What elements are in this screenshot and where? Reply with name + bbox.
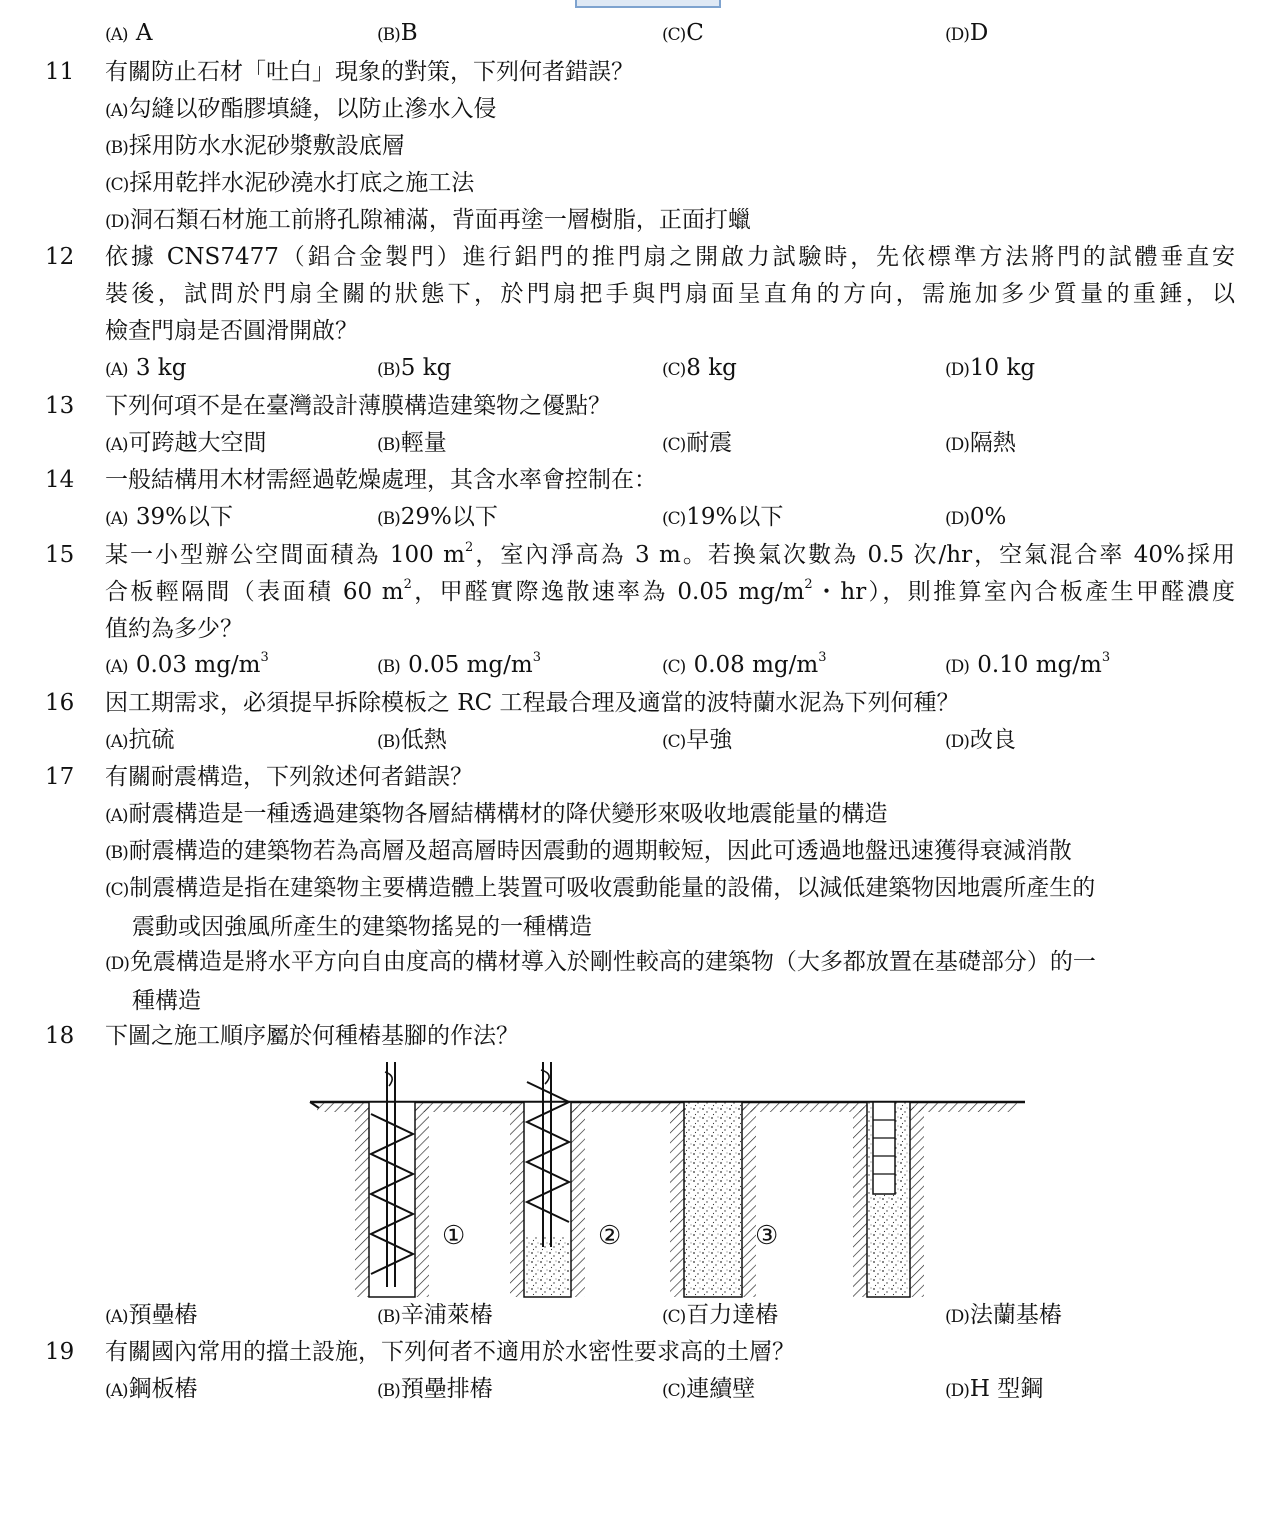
q11-option-d[interactable]: (D)洞石類石材施工前將孔隙補滿，背面再塗一層樹脂，正面打蠟 bbox=[105, 207, 751, 233]
q17-option-b[interactable]: (B)耐震構造的建築物若為高層及超高層時因震動的週期較短，因此可透過地盤迅速獲得衰減消散 bbox=[105, 838, 1072, 864]
q12-options bbox=[0, 350, 1274, 387]
q12-option-c[interactable]: (C)8 kg bbox=[662, 355, 737, 381]
q13-options bbox=[0, 425, 1274, 462]
question-text: 有關耐震構造，下列敘述何者錯誤？ bbox=[105, 764, 473, 790]
question-number: 15 bbox=[45, 542, 75, 568]
question-text: 一般結構用木材需經過乾燥處理，其含水率會控制在： bbox=[105, 467, 657, 493]
stage-4-rebar-insert bbox=[867, 1102, 910, 1297]
pile-sequence-diagram bbox=[305, 1062, 1030, 1302]
q15-options bbox=[0, 647, 1274, 684]
q10-options bbox=[0, 15, 1274, 52]
q12-option-a[interactable]: (A) 3 kg bbox=[105, 355, 187, 381]
q10-option-c[interactable]: (C)C bbox=[662, 20, 704, 46]
q11-option-b[interactable]: (B)採用防水水泥砂漿敷設底層 bbox=[105, 133, 405, 159]
question-text: 依據 CNS7477（鋁合金製門）進行鋁門的推門扇之開啟力試驗時，先依標準方法將門的試體垂直安 裝後，試問於門扇全關的狀態下，於門扇把手與門扇面呈直角的方向，需施加多少質量的重錘，以 bbox=[105, 244, 1235, 307]
q14-option-d[interactable]: (D)0% bbox=[945, 504, 1007, 530]
q18-option-c[interactable]: (C)百力達樁 bbox=[662, 1302, 779, 1328]
q13-option-b[interactable]: (B)輕量 bbox=[377, 430, 447, 456]
question-number: 16 bbox=[45, 690, 75, 716]
question-text: 下列何項不是在臺灣設計薄膜構造建築物之優點？ bbox=[105, 393, 611, 419]
question-text: 下圖之施工順序屬於何種樁基腳的作法？ bbox=[105, 1023, 519, 1049]
q17-option-a[interactable]: (A)耐震構造是一種透過建築物各層結構構材的降伏變形來吸收地震能量的構造 bbox=[105, 801, 888, 827]
q13-option-d[interactable]: (D)隔熱 bbox=[945, 430, 1016, 456]
q14-option-b[interactable]: (B)29%以下 bbox=[377, 504, 498, 530]
stage-1-auger bbox=[369, 1062, 415, 1297]
q15-option-c[interactable]: (C) 0.08 $mg/m^3$ bbox=[662, 650, 827, 678]
q18-option-a[interactable]: (A)預壘樁 bbox=[105, 1302, 198, 1328]
q19-option-d[interactable]: (D)H 型鋼 bbox=[945, 1376, 1044, 1402]
q19-options bbox=[0, 1371, 1274, 1408]
question-text: 有關國內常用的擋土設施，下列何者不適用於水密性要求高的土層？ bbox=[105, 1339, 795, 1365]
question-number: 19 bbox=[45, 1339, 75, 1365]
q19-option-a[interactable]: (A)鋼板樁 bbox=[105, 1376, 198, 1402]
question-text-end: 值約為多少？ bbox=[105, 616, 243, 642]
q15-option-a[interactable]: (A) 0.03 $mg/m^3$ bbox=[105, 650, 269, 678]
q15-option-b[interactable]: (B) 0.05 $mg/m^3$ bbox=[377, 650, 541, 678]
q12-option-b[interactable]: (B)5 kg bbox=[377, 355, 452, 381]
q10-option-d[interactable]: (D)D bbox=[945, 20, 989, 46]
question-text-end: 檢查門扇是否圓滑開啟？ bbox=[105, 318, 358, 344]
q11-option-a[interactable]: (A)勾縫以矽酯膠填縫，以防止滲水入侵 bbox=[105, 96, 497, 122]
stage-label-3: ③ bbox=[755, 1221, 779, 1251]
q17-option-c[interactable]: (C)制震構造是指在建築物主要構造體上裝置可吸收震動能量的設備，以減低建築物因地震所產生的 震動或因強風所產生的建築物搖晃的一種構造 bbox=[105, 875, 1096, 940]
stage-label-1: ① bbox=[442, 1221, 466, 1251]
q12-option-d[interactable]: (D)10 kg bbox=[945, 355, 1036, 381]
question-number: 12 bbox=[45, 244, 75, 270]
q15-option-d[interactable]: (D) 0.10 $mg/m^3$ bbox=[945, 650, 1111, 678]
question-number: 13 bbox=[45, 393, 75, 419]
q14-option-c[interactable]: (C)19%以下 bbox=[662, 504, 784, 530]
q16-option-b[interactable]: (B)低熱 bbox=[377, 727, 447, 753]
question-number: 17 bbox=[45, 764, 75, 790]
question-number: 14 bbox=[45, 467, 75, 493]
q10-option-a[interactable]: (A) A bbox=[105, 20, 153, 46]
q17-option-d[interactable]: (D)免震構造是將水平方向自由度高的構材導入於剛性較高的建築物（大多都放置在基礎部分）的一 種構造 bbox=[105, 949, 1096, 1014]
q13-option-a[interactable]: (A)可跨越大空間 bbox=[105, 430, 267, 456]
q18-option-b[interactable]: (B)辛浦萊樁 bbox=[377, 1302, 493, 1328]
q16-option-d[interactable]: (D)改良 bbox=[945, 727, 1016, 753]
stage-label-2: ② bbox=[598, 1221, 622, 1251]
q19-option-c[interactable]: (C)連續壁 bbox=[662, 1376, 756, 1402]
q18-option-d[interactable]: (D)法蘭基樁 bbox=[945, 1302, 1062, 1328]
q18-options bbox=[0, 1297, 1274, 1334]
question-text: 某一小型辦公空間面積為 100 $m^2$，室內淨高為 3 m。若換氣次數為 0.5 次/hr，空氣混合率 40%採用 合板輕隔間（表面積 60 $m^2$，甲醛實際逸散速率為 0.05 $mg/m^2$・hr），則推算室內合板產生甲醛濃度 bbox=[105, 540, 1236, 605]
q16-option-c[interactable]: (C)早強 bbox=[662, 727, 733, 753]
q19-option-b[interactable]: (B)預壘排樁 bbox=[377, 1376, 493, 1402]
q14-option-a[interactable]: (A) 39%以下 bbox=[105, 504, 233, 530]
q11-option-c[interactable]: (C)採用乾拌水泥砂澆水打底之施工法 bbox=[105, 170, 475, 196]
stage-2-auger-grout bbox=[524, 1062, 571, 1297]
question-number: 11 bbox=[45, 59, 75, 85]
q14-options bbox=[0, 499, 1274, 536]
previous-figure-fragment bbox=[575, 0, 721, 8]
question-text: 因工期需求，必須提早拆除模板之 RC 工程最合理及適當的波特蘭水泥為下列何種？ bbox=[105, 690, 960, 716]
question-number: 18 bbox=[45, 1023, 75, 1049]
q16-option-a[interactable]: (A)抗硫 bbox=[105, 727, 175, 753]
pile-construction-figure bbox=[305, 1062, 1030, 1302]
q10-option-b[interactable]: (B)B bbox=[377, 20, 418, 46]
q16-options bbox=[0, 722, 1274, 759]
q13-option-c[interactable]: (C)耐震 bbox=[662, 430, 733, 456]
stage-3-concrete-pile bbox=[684, 1102, 742, 1297]
question-text: 有關防止石材「吐白」現象的對策，下列何者錯誤？ bbox=[105, 59, 634, 85]
